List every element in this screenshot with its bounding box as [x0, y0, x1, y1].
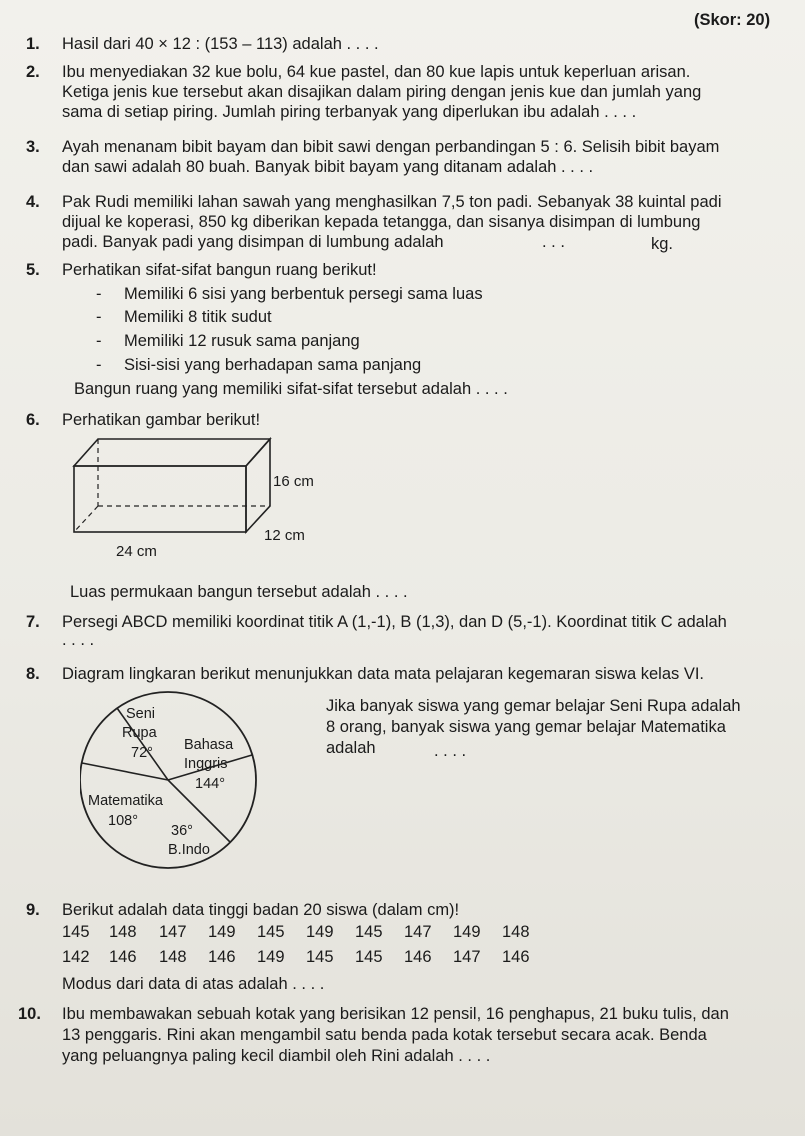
question-number: 3. — [26, 138, 40, 156]
data-value: 147 — [404, 923, 432, 941]
pie-label-indo-degree: 36° — [171, 823, 193, 839]
question-text-line: dan sawi adalah 80 buah. Banyak bibit bayam yang ditanam adalah . . . . — [62, 158, 594, 176]
question-number: 4. — [26, 193, 40, 211]
cuboid-hidden-edge — [74, 506, 98, 532]
data-value: 148 — [502, 923, 530, 941]
question-side-line: 8 orang, banyak siswa yang gemar belajar Matematika — [326, 718, 726, 736]
question-side-line: Jika banyak siswa yang gemar belajar Seni Rupa adalah — [326, 697, 741, 715]
property-text: Memiliki 8 titik sudut — [124, 308, 272, 326]
question-text: Persegi ABCD memiliki koordinat titik A (1,-1), B (1,3), dan D (5,-1). Koordinat titik C adalah — [62, 613, 727, 631]
question-number: 6. — [26, 411, 40, 429]
depth-label: 12 cm — [264, 527, 305, 544]
data-value: 148 — [159, 948, 187, 966]
question-number: 2. — [26, 63, 40, 81]
unit-label: kg. — [651, 235, 674, 253]
pie-label-seni: Seni — [126, 706, 156, 722]
property-text: Sisi-sisi yang berhadapan sama panjang — [124, 356, 422, 374]
data-value: 146 — [502, 948, 530, 966]
pie-label-seni-degree: 72° — [131, 745, 153, 761]
pie-label-bindo: B.Indo — [168, 842, 210, 858]
data-value: 147 — [159, 923, 187, 941]
question-number: 9. — [26, 901, 40, 919]
question-number: 7. — [26, 613, 40, 631]
pie-label-bahasa: Bahasa — [184, 737, 234, 753]
data-value: 147 — [453, 948, 481, 966]
data-value: 145 — [62, 923, 90, 941]
cuboid-figure — [64, 436, 274, 551]
question-text: Hasil dari 40 × 12 : (153 – 113) adalah . . . . — [62, 35, 379, 53]
question-text-line: sama di setiap piring. Jumlah piring terbanyak yang diperlukan ibu adalah . . . . — [62, 103, 637, 121]
height-label: 16 cm — [273, 473, 314, 490]
data-value: 149 — [306, 923, 334, 941]
data-value: 145 — [355, 948, 383, 966]
question-text: Luas permukaan bangun tersebut adalah . . . . — [70, 583, 408, 601]
data-value: 146 — [208, 948, 236, 966]
question-text-line: dijual ke koperasi, 850 kg diberikan kepada tetangga, dan sisanya disimpan di lumbung — [62, 213, 701, 231]
data-value: 145 — [257, 923, 285, 941]
data-value: 145 — [355, 923, 383, 941]
question-text-line: Ibu menyediakan 32 kue bolu, 64 kue pastel, dan 80 kue lapis untuk keperluan arisan. — [62, 63, 691, 81]
question-text-line: yang peluangnya paling kecil diambil oleh Rini adalah . . . . — [62, 1047, 491, 1065]
question-text-line: Ketiga jenis kue tersebut akan disajikan dalam piring dengan jenis kue dan jumlah yang — [62, 83, 702, 101]
question-number: 1. — [26, 35, 40, 53]
cuboid-top-face — [74, 439, 270, 466]
answer-blank: . . . — [542, 233, 565, 251]
answer-blank: . . . . — [62, 631, 95, 649]
question-text: Berikut adalah data tinggi badan 20 siswa (dalam cm)! — [62, 901, 460, 919]
property-bullet: - — [96, 285, 102, 303]
data-row-1 — [62, 922, 542, 942]
data-row-2 — [62, 947, 542, 967]
data-value: 146 — [404, 948, 432, 966]
question-text-line: 13 penggaris. Rini akan mengambil satu benda pada kotak tersebut secara acak. Benda — [62, 1026, 707, 1044]
score-label: (Skor: 20) — [694, 11, 771, 29]
question-number: 5. — [26, 261, 40, 279]
pie-label-matematika-degree: 108° — [108, 813, 138, 829]
question-intro: Perhatikan sifat-sifat bangun ruang berikut! — [62, 261, 377, 279]
question-text-line: Pak Rudi memiliki lahan sawah yang menghasilkan 7,5 ton padi. Sebanyak 38 kuintal padi — [62, 193, 722, 211]
question-side-line: adalah — [326, 739, 376, 757]
pie-label-inggris: Inggris — [184, 756, 228, 772]
pie-label-matematika: Matematika — [88, 793, 163, 809]
cuboid-front-face — [74, 466, 246, 532]
question-number: 8. — [26, 665, 40, 683]
question-number: 10. — [18, 1005, 41, 1023]
data-value: 148 — [109, 923, 137, 941]
pie-divider — [82, 763, 168, 780]
question-text-line: padi. Banyak padi yang disimpan di lumbung adalah — [62, 233, 444, 251]
question-text: Bangun ruang yang memiliki sifat-sifat tersebut adalah . . . . — [74, 380, 508, 398]
property-bullet: - — [96, 308, 102, 326]
data-value: 149 — [208, 923, 236, 941]
data-value: 146 — [109, 948, 137, 966]
cuboid-right-face — [246, 439, 270, 532]
data-value: 149 — [257, 948, 285, 966]
question-text-line: Ibu membawakan sebuah kotak yang berisikan 12 pensil, 16 penghapus, 21 buku tulis, dan — [62, 1005, 729, 1023]
data-value: 145 — [306, 948, 334, 966]
question-text: Modus dari data di atas adalah . . . . — [62, 975, 325, 993]
question-text-line: Ayah menanam bibit bayam dan bibit sawi dengan perbandingan 5 : 6. Selisih bibit bayam — [62, 138, 720, 156]
question-intro: Perhatikan gambar berikut! — [62, 411, 261, 429]
property-bullet: - — [96, 356, 102, 374]
property-bullet: - — [96, 332, 102, 350]
pie-label-inggris-degree: 144° — [195, 776, 225, 792]
question-text: Diagram lingkaran berikut menunjukkan data mata pelajaran kegemaran siswa kelas VI. — [62, 665, 705, 683]
property-text: Memiliki 6 sisi yang berbentuk persegi sama luas — [124, 285, 483, 303]
answer-blank: . . . . — [434, 742, 467, 760]
property-text: Memiliki 12 rusuk sama panjang — [124, 332, 360, 350]
length-label: 24 cm — [116, 543, 157, 560]
data-value: 149 — [453, 923, 481, 941]
pie-label-rupa: Rupa — [122, 725, 157, 741]
data-value: 142 — [62, 948, 90, 966]
